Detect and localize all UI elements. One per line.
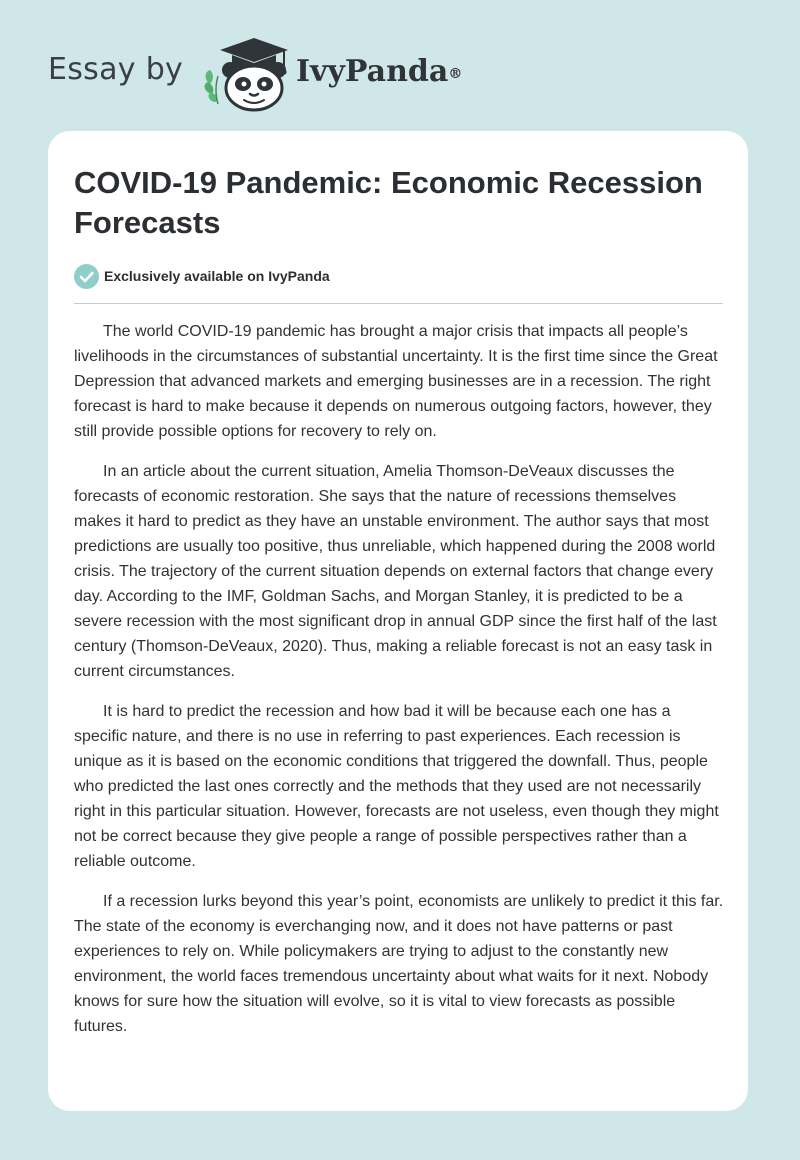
- site-header: [0, 0, 800, 130]
- essay-paragraph: The world COVID-19 pandemic has brought a major crisis that impacts all people’s livelihoods in the circumstances of substantial uncertainty. It is the first time since the Great Depression that advanced markets and emerging businesses are in a recession. The right forecast is hard to make because it depends on numerous outgoing factors, however, they still provide possible options for recovery to rely on.: [74, 323, 718, 440]
- exclusive-badge-label: Exclusively available on IvyPanda: [104, 268, 330, 284]
- brand-name: IvyPanda: [296, 54, 449, 89]
- essay-title: COVID-19 Pandemic: Economic Recession Forecasts: [74, 165, 703, 240]
- title-divider: [74, 303, 723, 304]
- trademark-symbol: ®: [448, 66, 463, 82]
- essay-paragraph: If a recession lurks beyond this year’s point, economists are unlikely to predict it this far. The state of the economy is everchanging now, and it does not have patterns or past experiences to rely on. While policymakers are trying to adjust to the constantly new environment, the world faces tremendous uncertainty about what waits for it next. Nobody knows for sure how the situation will evolve, so it is vital to view forecasts as possible futures.: [74, 893, 724, 1035]
- ivy-leaf-icon: [205, 70, 218, 104]
- essay-card: [48, 131, 748, 1111]
- essay-by-label: Essay by: [48, 52, 184, 87]
- brand-logo-text[interactable]: [296, 52, 462, 92]
- essay-paragraph: In an article about the current situation, Amelia Thomson-DeVeaux discusses the forecasts of economic restoration. She says that the nature of recessions themselves makes it hard to predict as they have an unstable environment. The author says that most predictions are usually too positive, thus unreliable, which happened during the 2008 world crisis. The trajectory of the current situation depends on external factors that change every day. According to the IMF, Goldman Sachs, and Morgan Stanley, it is predicted to be a severe recession with the most significant drop in annual GDP since the first half of the last century (Thomson-DeVeaux, 2020). Thus, making a reliable forecast is not an easy task in current circumstances.: [74, 463, 717, 680]
- essay-body: [74, 319, 726, 1054]
- check-circle-icon: [74, 264, 99, 289]
- essay-paragraph: It is hard to predict the recession and how bad it will be because each one has a specific nature, and there is no use in referring to past experiences. Each recession is unique as it is based on the economic conditions that triggered the downfall. Thus, people who predicted the last ones correctly and the methods that they used are not necessarily right in this particular situation. However, forecasts are not useless, even though they might not be correct because they give people a range of possible perspectives rather than a reliable outcome.: [74, 703, 719, 870]
- exclusive-badge: [74, 263, 330, 289]
- panda-graduation-cap-icon[interactable]: [200, 36, 292, 112]
